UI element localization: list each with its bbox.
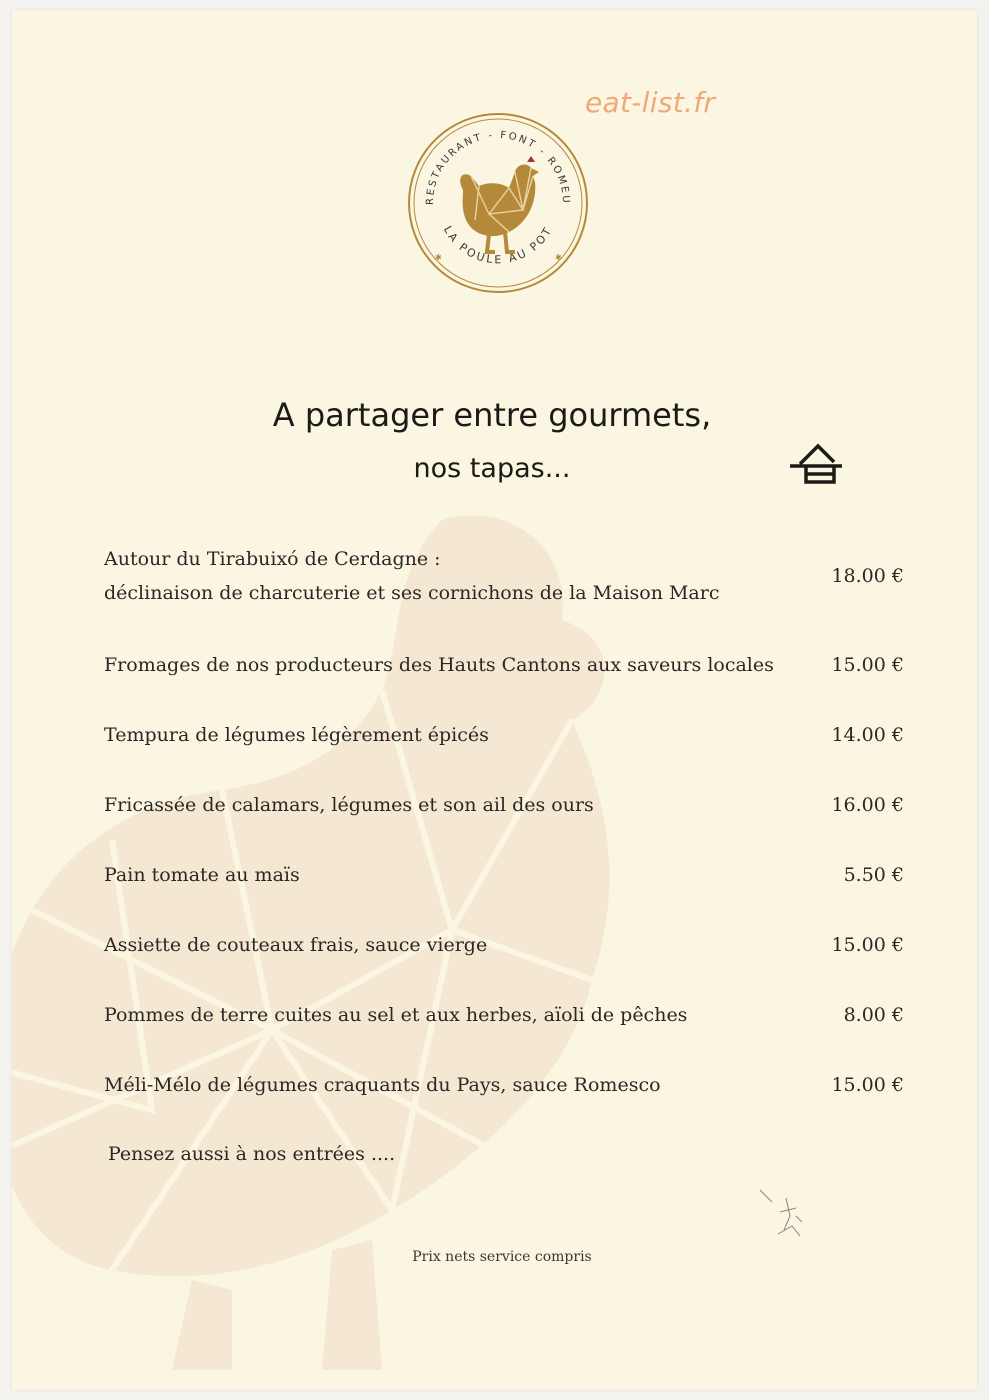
handwritten-mark	[756, 1186, 820, 1250]
restaurant-logo	[405, 110, 591, 296]
menu-item-price: 15.00 €	[831, 934, 904, 956]
svg-text:✱: ✱	[435, 253, 442, 262]
menu-item-name: Fricassée de calamars, légumes et son ail des ours	[104, 794, 594, 816]
menu-item-price: 18.00 €	[831, 565, 904, 587]
hen-icon	[460, 156, 539, 252]
house-icon	[788, 434, 844, 486]
menu-item-price: 16.00 €	[831, 794, 904, 816]
menu-item-price: 15.00 €	[831, 654, 904, 676]
menu-item-price: 15.00 €	[831, 1074, 904, 1096]
logo-seal-bottom-text: LA POULE AU POT	[440, 223, 556, 267]
logo-seal-top-text: RESTAURANT - FONT - ROMEU	[424, 129, 572, 206]
menu-item-price: 8.00 €	[843, 1004, 904, 1026]
menu-item-name: Tempura de légumes légèrement épicés	[104, 724, 489, 746]
menu-item-name: Pommes de terre cuites au sel et aux herbes, aïoli de pêches	[104, 1004, 688, 1026]
menu-page	[12, 10, 977, 1390]
menu-note: Pensez aussi à nos entrées ....	[108, 1143, 396, 1165]
page-subtitle: nos tapas...	[413, 453, 571, 484]
menu-item-price: 5.50 €	[843, 864, 904, 886]
menu-item-name: Assiette de couteaux frais, sauce vierge	[104, 934, 488, 956]
footer-note: Prix nets service compris	[412, 1249, 592, 1265]
page-title: A partager entre gourmets,	[272, 396, 712, 434]
menu-item-price: 14.00 €	[831, 724, 904, 746]
watermark-text: eat-list.fr	[585, 86, 716, 119]
menu-item-name: Méli-Mélo de légumes craquants du Pays, sauce Romesco	[104, 1074, 661, 1096]
svg-text:✱: ✱	[555, 253, 562, 262]
menu-item-name: Pain tomate au maïs	[104, 864, 300, 886]
menu-item-name: Autour du Tirabuixó de Cerdagne :	[104, 548, 441, 570]
menu-item-description: déclinaison de charcuterie et ses cornichons de la Maison Marc	[104, 582, 720, 604]
menu-item-name: Fromages de nos producteurs des Hauts Cantons aux saveurs locales	[104, 654, 774, 676]
